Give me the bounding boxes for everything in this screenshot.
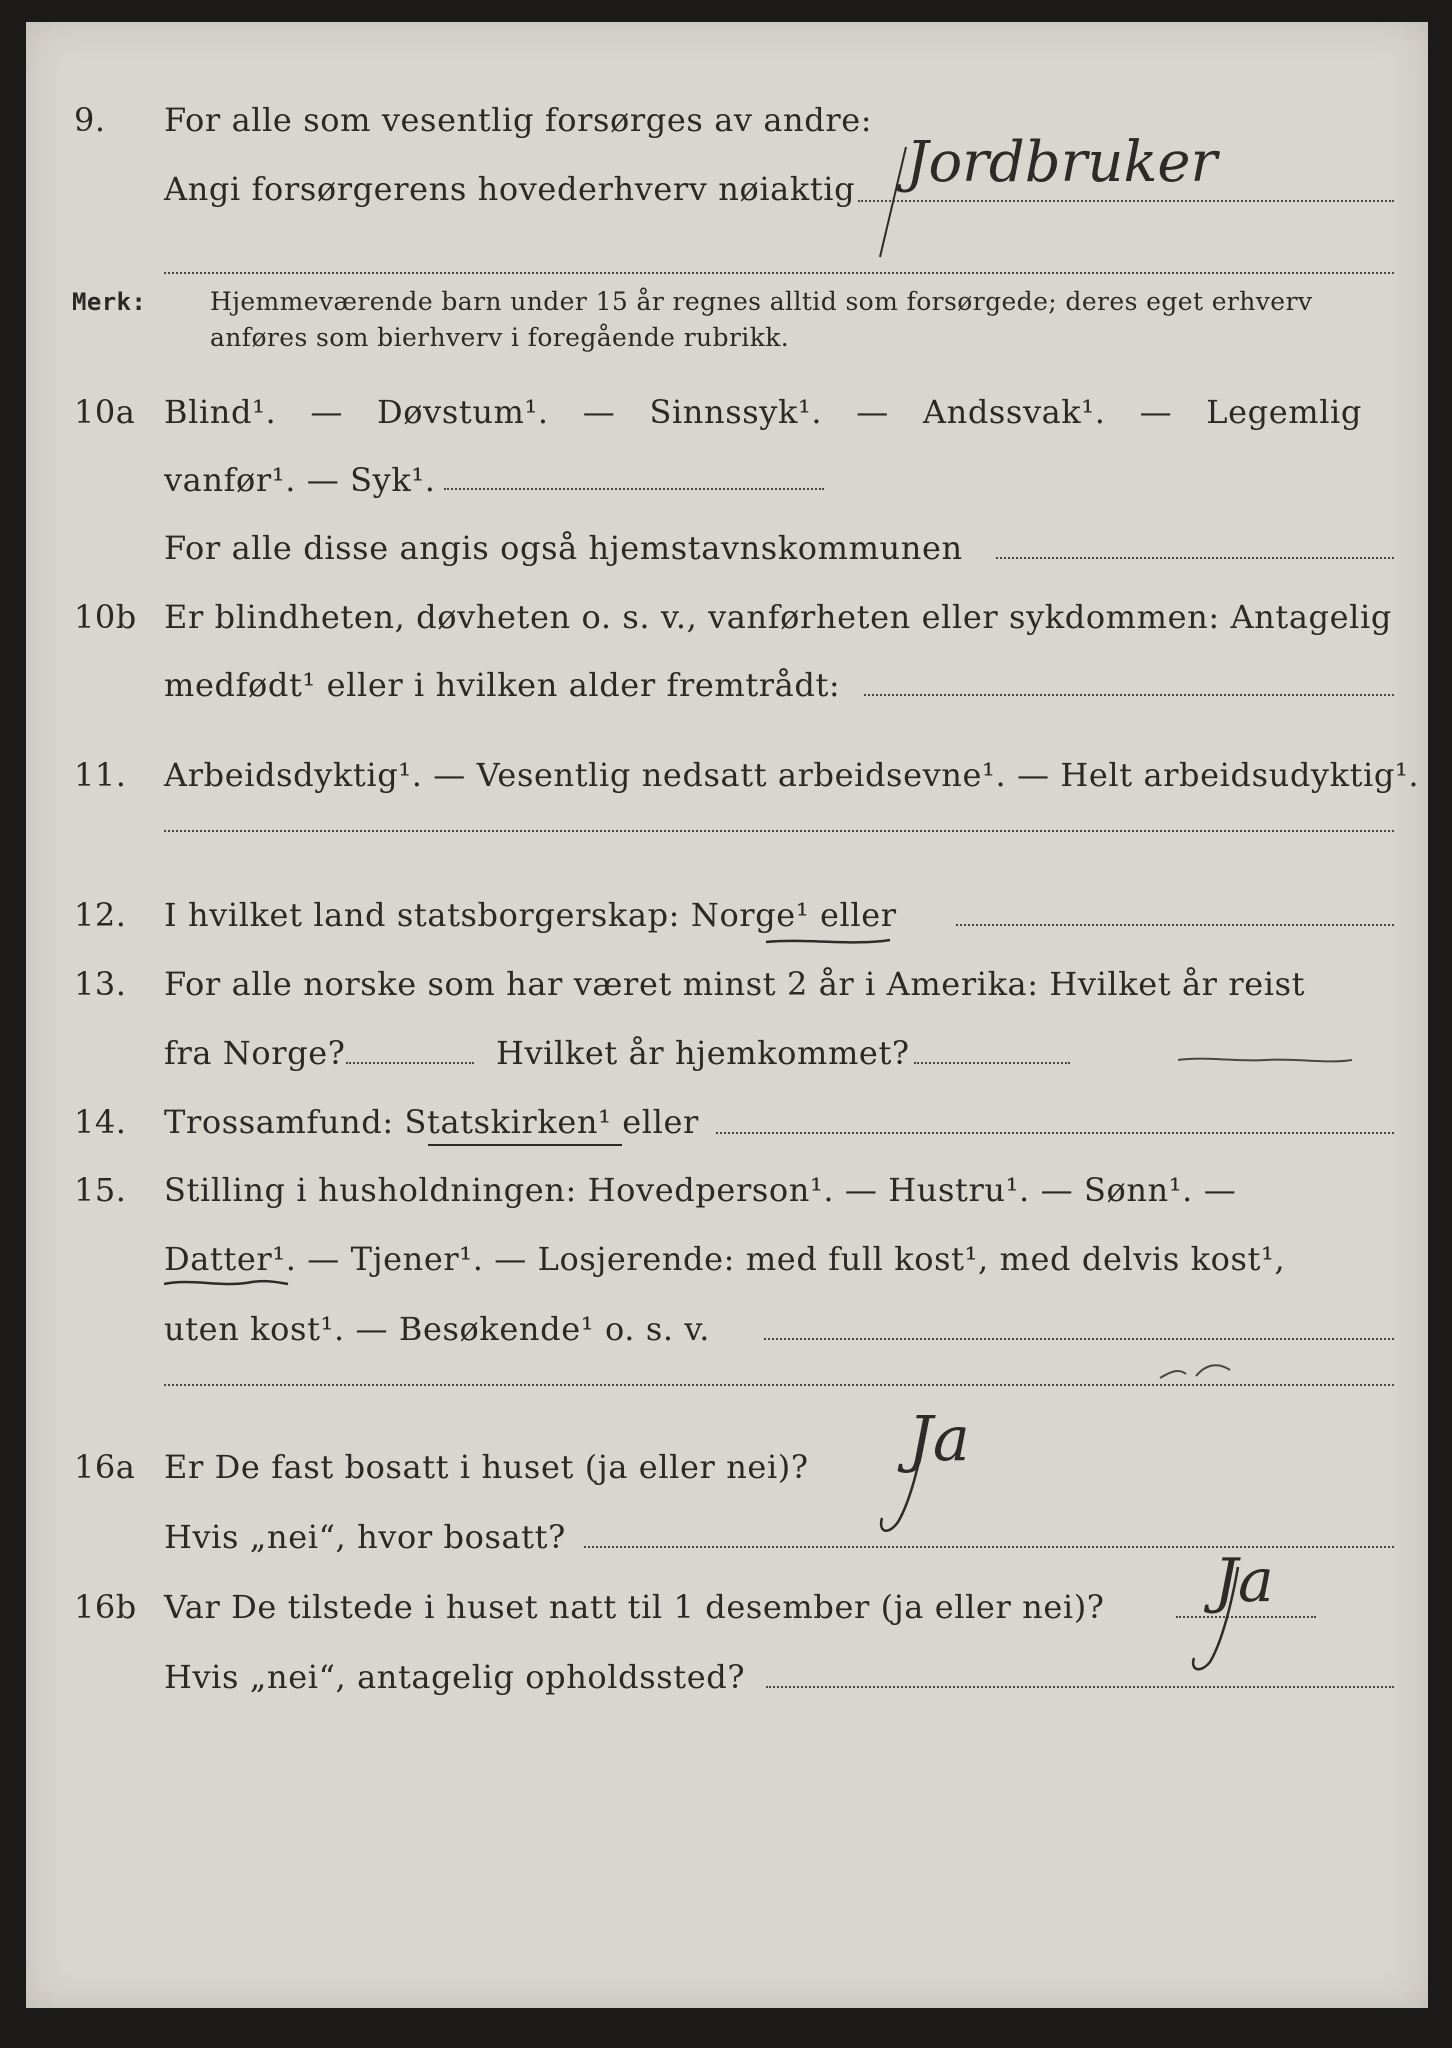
answer-line[interactable] (164, 1384, 1394, 1386)
answer-line[interactable] (864, 694, 1394, 696)
question-10b-row2 (26, 660, 1428, 710)
question-text: For alle som vesentlig forsørges av andre: (164, 101, 873, 139)
separator: — (1139, 393, 1173, 431)
question-text: Er De fast bosatt i huset (ja eller nei)? (164, 1448, 809, 1486)
answer-line[interactable] (444, 488, 824, 490)
handwriting-stroke (1176, 1050, 1356, 1070)
question-15-row1 (26, 1165, 1428, 1215)
note-text: Hjemmeværende barn under 15 år regnes alltid som forsørgede; deres eget erhverv (210, 287, 1313, 316)
question-12-row1 (26, 890, 1428, 940)
question-text: vanfør¹. — Syk¹. (164, 461, 436, 499)
question-text: Trossamfund: Statskirken¹ eller (164, 1103, 699, 1141)
answer-line[interactable] (914, 1062, 1070, 1064)
question-16b-row2 (26, 1652, 1428, 1702)
question-text: uten kost¹. — Besøkende¹ o. s. v. (164, 1310, 711, 1348)
question-text: Datter¹. — Tjener¹. — Losjerende: med full kost¹, med delvis kost¹, (164, 1240, 1286, 1278)
question-10b-row1 (26, 592, 1428, 642)
underline-mark (162, 1276, 292, 1290)
question-11-row1 (26, 750, 1428, 800)
handwritten-answer: Jordbruker (906, 130, 1218, 195)
question-16a-row1 (26, 1442, 1428, 1492)
question-text: For alle norske som har været minst 2 år i Amerika: Hvilket år reist (164, 965, 1306, 1003)
question-14-row1 (26, 1097, 1428, 1147)
question-number: 16a (74, 1448, 136, 1486)
question-9-row1 (26, 95, 1428, 145)
question-13-row1 (26, 959, 1428, 1009)
question-number: 11. (74, 756, 127, 794)
question-number: 9. (74, 101, 106, 139)
option-andssvak: Andssvak¹. (922, 393, 1106, 431)
answer-line[interactable] (956, 924, 1394, 926)
answer-line[interactable] (858, 200, 1394, 202)
question-15-row3 (26, 1304, 1428, 1354)
question-number: 14. (74, 1103, 127, 1141)
question-10a-row2 (26, 455, 1428, 505)
underline-mark (764, 934, 894, 948)
answer-line[interactable] (766, 1686, 1394, 1688)
handwritten-answer: Ja (908, 1402, 970, 1475)
census-form-page (26, 22, 1428, 2008)
note-text: anføres som bierhverv i foregående rubrikk. (210, 323, 790, 352)
separator: — (582, 393, 616, 431)
option-sinnssyk: Sinnssyk¹. (649, 393, 823, 431)
question-text: Hvilket år hjemkommet? (496, 1034, 910, 1072)
question-text (164, 387, 1362, 437)
answer-line[interactable] (716, 1132, 1394, 1134)
separator: — (310, 393, 343, 431)
question-text: medfødt¹ eller i hvilken alder fremtrådt: (164, 666, 841, 704)
question-10a-row1 (26, 387, 1428, 437)
question-number: 10b (74, 598, 137, 636)
option-legemlig: Legemlig (1206, 393, 1362, 431)
question-10a-row3 (26, 523, 1428, 573)
question-number: 16b (74, 1588, 137, 1626)
question-text: fra Norge? (164, 1034, 346, 1072)
question-text: For alle disse angis også hjemstavnskommunen (164, 529, 963, 567)
answer-line[interactable] (764, 1338, 1394, 1340)
handwriting-stroke (876, 142, 916, 262)
answer-line[interactable] (164, 272, 1394, 274)
question-9-row2 (26, 164, 1428, 214)
question-text: Stilling i husholdningen: Hovedperson¹. — Hustru¹. — Sønn¹. — (164, 1171, 1237, 1209)
question-number: 12. (74, 896, 127, 934)
question-number: 15. (74, 1171, 127, 1209)
question-text: Er blindheten, døvheten o. s. v., vanførheten eller sykdommen: Antagelig (164, 598, 1392, 636)
question-text: I hvilket land statsborgerskap: Norge¹ eller (164, 896, 897, 934)
answer-line[interactable] (346, 1062, 474, 1064)
question-text: Arbeidsdyktig¹. — Vesentlig nedsatt arbeidsevne¹. — Helt arbeidsudyktig¹. (164, 756, 1420, 794)
note-label: Merk: (72, 288, 147, 316)
separator: — (856, 393, 889, 431)
question-text: Hvis „nei“, antagelig opholdssted? (164, 1658, 746, 1696)
option-blind: Blind¹. (164, 393, 277, 431)
question-number: 13. (74, 965, 127, 1003)
option-dovstum: Døvstum¹. (377, 393, 549, 431)
answer-line[interactable] (996, 557, 1394, 559)
handwritten-answer: Ja (1214, 1546, 1274, 1616)
handwriting-stroke (1156, 1354, 1236, 1384)
question-number: 10a (74, 393, 136, 431)
question-text: Hvis „nei“, hvor bosatt? (164, 1518, 566, 1556)
answer-line[interactable] (164, 830, 1394, 832)
underline-mark (426, 1140, 626, 1150)
question-text: Angi forsørgerens hovederhverv nøiaktig (164, 170, 856, 208)
question-text: Var De tilstede i huset natt til 1 desember (ja eller nei)? (164, 1588, 1105, 1626)
